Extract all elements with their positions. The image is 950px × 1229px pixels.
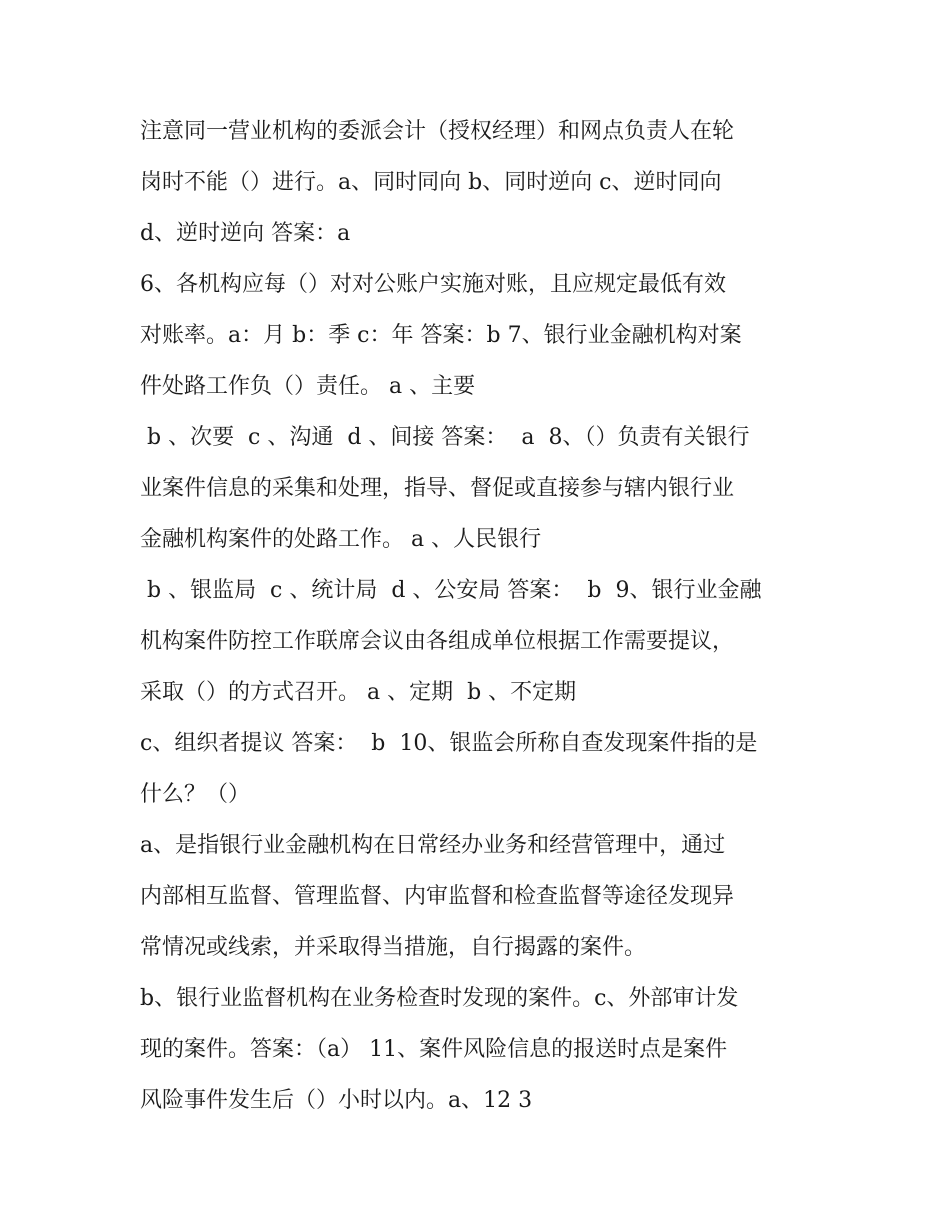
text-line: 对账率。a：月 b：季 c：年 答案：b 7、银行业金融机构对案 xyxy=(140,323,742,348)
text-line: a、是指银行业金融机构在日常经办业务和经营管理中，通过 xyxy=(140,833,726,858)
text-line: 采取（）的方式召开。 a 、定期 b 、不定期 xyxy=(140,680,577,705)
text-line: 机构案件防控工作联席会议由各组成单位根据工作需要提议， xyxy=(140,629,735,654)
text-line: 件处路工作负（）责任。 a 、主要 xyxy=(140,374,476,399)
text-line: 现的案件。答案：（a） 11、案件风险信息的报送时点是案件 xyxy=(140,1037,728,1062)
text-line: 风险事件发生后（）小时以内。a、12 3 xyxy=(140,1088,533,1113)
text-line: 注意同一营业机构的委派会计（授权经理）和网点负责人在轮 xyxy=(140,119,735,144)
text-line: d、逆时逆向 答案：a xyxy=(140,221,351,246)
text-line: 什么？（） xyxy=(140,782,251,807)
text-line: 常情况或线索，并采取得当措施，自行揭露的案件。 xyxy=(140,935,647,960)
text-line: 业案件信息的采集和处理，指导、督促或直接参与辖内银行业 xyxy=(140,476,735,501)
text-line: 岗时不能（）进行。a、同时同向 b、同时逆向 c、逆时同向 xyxy=(140,170,722,195)
document-body xyxy=(140,106,820,1126)
text-line: b 、次要 c 、沟通 d 、间接 答案： a 8、（）负责有关银行 xyxy=(140,425,750,450)
text-line: 6、各机构应每（）对对公账户实施对账，且应规定最低有效 xyxy=(140,272,726,297)
text-line: 金融机构案件的处路工作。 a 、人民银行 xyxy=(140,527,542,552)
text-line: b 、银监局 c 、统计局 d 、公安局 答案： b 9、银行业金融 xyxy=(140,578,762,603)
text-line: 内部相互监督、管理监督、内审监督和检查监督等途径发现异 xyxy=(140,884,735,909)
text-line: b、银行业监督机构在业务检查时发现的案件。c、外部审计发 xyxy=(140,986,739,1011)
text-line: c、组织者提议 答案： b 10、银监会所称自查发现案件指的是 xyxy=(140,731,758,756)
